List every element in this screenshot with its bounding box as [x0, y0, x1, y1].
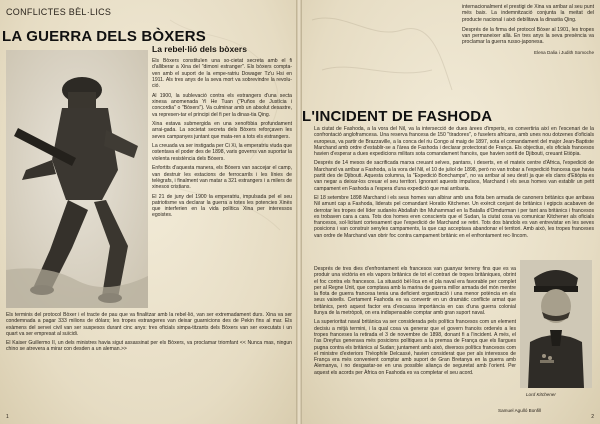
paragraph: La superioritat naval britànica va ser considerada pels polítics francesos com un element decisiu a mitjà termini, i la qual cosa va generar que el govern francès ordenés a les tropes franceses la retirada el 3 de novembre de 1898, donant fi a l'incident. A més, el l'as Dreyfus generava més posicions polítiques a la premsa de França que els llargues pugna contra els britànics al Sudan; juntament amb això, diversos polítics francesos com el ministre d'exteriors Théophile Delcassé, havien considerat que per als interessos de França era més convenient comptar amb suport de Gran Bretanya en la guerra amb Alemanya, i no desgastar-se en una possible aliança de seguretat amb l'orient. Per aquest els acords per Àfrica on Fashoda es va completar el seu acord.: [314, 319, 516, 376]
paragraph: La creuada va ser instigada per Ci Xi, la emperatriu viuda que ostentava el poder des de 1898, varis governs van suportar la violenta resistència dels Bòxers.: [152, 143, 292, 162]
article-title: LA GUERRA DELS BÒXERS: [2, 28, 206, 45]
section-heading: CONFLICTES BÈL·LICS: [6, 7, 112, 17]
soldier-photo: [6, 50, 148, 308]
paragraph: Al 1900, la sublevació contra els estrangers d'una secta xinesa anomenada Yi He Tuan ("Puños de Justícia i concordia" o "Bòxers"). Va culminar amb un absolut desastre, va represen-tar el principi del fi per la dinas-tia Qing.: [152, 92, 292, 118]
paragraph: Després de tres dies d'enfrontament els francesos van guanyar terreny fins que es va produir una victòria en els vapors britànics de tot el contrari de tropes britàniques, obrint el foc contra els francesos. La situació bèl·lica en el pla naval era favorable per complet per al Regne Unit, que comptava amb la marina de guerra millor armada del món mentre la flota de guerra francesa tenia una deficient organització i una menor potència en els seus vaixells. Certament Fashoda es va convertir en un dramàtic conflicte armat que britànics, però aquest factor era d'escassa importància en cas d'una guerra colonial llunya de la metròpoli, on era indispensable comptar amb gran suport naval.: [314, 266, 516, 317]
authors-signature: Elena Dalia i Judith Somoche: [533, 49, 594, 55]
paragraph: internacionalment el prestigi de Xina va arribar al seu punt més baix. La indemnització conjunta la meitat del producte nacional i això debilitava la dinastia Qing.: [462, 4, 594, 23]
paragraph: Després de 14 mesos de sacrificada marxa creuant selves, pantans, i deserts, en el mateix centre d'Àfrica, l'expedició de Marchand va arribar a Fashoda, a la vora del Nil, el 10 de juliol de 1898, però no van trobar a l'expedició francesa que havia partit des de Djibouti. Aquesta columna, la "Expedició Bonchamps", no va arribar al seu destí ja que els clans d'Etiòpia es van negar a deixar-los creuar el seu territori. Ignorant aquests impulsos, Marchand i els seus homes van establir un petit campament en Fashoda a l'espera d'una expedició que mai arribaria.: [314, 160, 594, 192]
spanning-text: [6, 312, 292, 356]
paragraph: Xina estava submergida en una xenofòbia profundament arrai-gada. La societat secreta dels Bòxers reforçaven les seves campanyes juntant que mata-ren a tots els estrangers.: [152, 121, 292, 140]
paragraph: Després de la firma del protocol Bòxer al 1901, les tropes van permaneixer allà. En tres anys la seva presència va proclamar la guerra russo-japonesa.: [462, 26, 594, 46]
kitchener-portrait: [520, 260, 592, 388]
article-title: L'INCIDENT DE FASHODA: [302, 108, 493, 125]
paragraph: La ciutat de Fashoda, a la vora del Nil, va la intersecció de dues àrees d'imperis, es convertiria així en l'escenari de la confrontació angloframcesa. Una reserva francesa de 150 "tiradores", o fuselers africans, amb unes nou dotzenes d'oficials europeus, va partir de Brazzaville, a la conca del riu Congo al maig de 1897, sota el comandament del major Jean-Baptiste Marchand amb ordre d'establir-se a l'àrea de Fashoda i declarar protectorat de França. Els objectius, els oficials francesos havien d'esperar a dues expedicions militars sota comandament francès, que havien sortit de Djibouti, creuant Etiòpia.: [314, 126, 594, 158]
paragraph: El 21 de juny del 1900 la emperatriu, impulsada pel el seu patriotisme va declarar la guerra a totes les potencies Xinès que interferien en la vida política Xina per interessos egoistes.: [152, 193, 292, 219]
main-column: [152, 58, 292, 222]
article-body-lower: [314, 266, 516, 379]
paragraph: Els Bòxers constituïen una so-cietat secreta amb el fi d'alliberar a Xina del "dimoni estranger". Els bòxers compta-ven amb el suport de la empe-ratriu Dowager Tz'u Hsi en 1911. Als tres anys de la seva mort va sobrevindre la revolu-ció.: [152, 58, 292, 90]
left-page: [0, 0, 296, 424]
paragraph: Els terminis del protocol Bòxer i el tracte de pau que va finalitzar amb la rebel·lió, van ser extremadament durs. Xina va ser condemnada a pagar 333 milions de dòlars; les tropes estrangeres van deixar guarnicions des de Pekin fins al mar. Els exàmens del servei civil van ser suspesos durant cinc anys: tres oficials simpa-titzants dels Bòxers van ser executats i un quart va ser empresat al suïcidi.: [6, 312, 292, 337]
portrait-caption: Lord Kitchener: [526, 392, 556, 397]
paragraph: El Kaiser Guillermo II, un dels ministres havia sigut assassinat per els Bòxers, va proclamar triomfant << Nunca mas, ningun chino se atrevera a mirar con desden a un aleman.>>: [6, 340, 292, 353]
article-subtitle: La rebel·lió dels bòxers: [152, 44, 247, 54]
continued-text: [462, 4, 594, 55]
paragraph: Enfortits d'aquesta manera, els Bòxers van saccejar el camp, van destruir les estacions de ferrocarrils i les línies de telègrafs, i finalment van matar a 321 estrangers i a milers de xinesos cristians.: [152, 165, 292, 191]
paragraph: El 18 setembre 1898 Marchand i els seus homes van albirar amb una flota ben armada de canoners britànics que arribava Nil amunt cap a Fashoda, liderats pel comandant Horatio Kitchener. Un exèrcit conjunt de britànics i egipcis acabaven de derrotar les tropes del líder sudanès Abdallah ibn Muhammad en la Batalla d'Omdurman i per tant ara britànics i francesos es trobaven cara a cara. Tots dos homes eren conscients que el Sudan, la ciutat cosa va comunicar Kitchener als oficials francesos, sol·licitant cortesament que l'expedició de Marchand se retiri. Tots dos bàndols es van entrevistar en les seves posicions i van construir senyles campaments, la que cap acceptava abandonar el territori. Amb això, les tropes franceses van ordre de Marchand van obrir foc contra campament britànic en el enfrontament rec·líncom.: [314, 194, 594, 239]
article-body: [314, 126, 594, 242]
right-page: [302, 0, 600, 424]
page-number-right: 2: [591, 414, 594, 420]
article-author: Samuel Agulló Bonfill: [498, 408, 542, 413]
page-number-left: 1: [6, 414, 9, 420]
